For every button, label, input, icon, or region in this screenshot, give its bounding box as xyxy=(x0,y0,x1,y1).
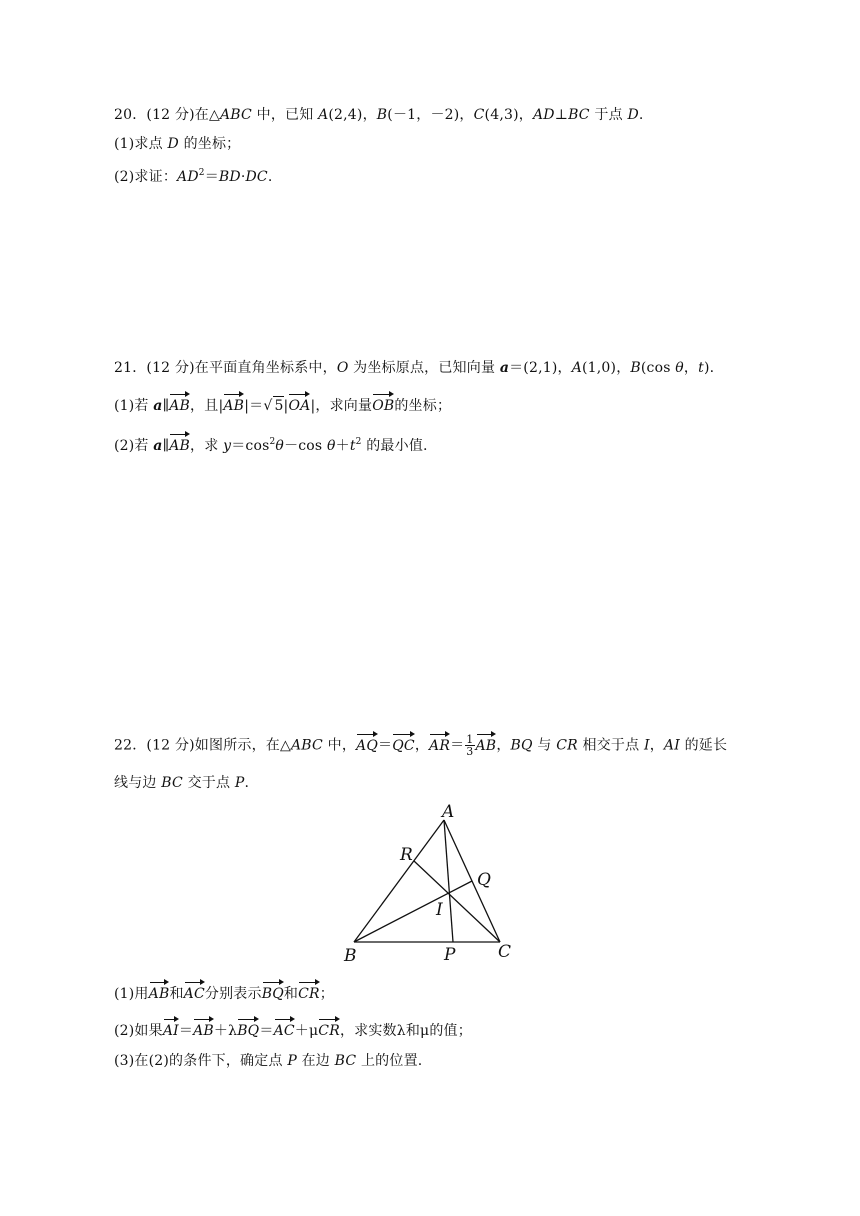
math-var: CR xyxy=(556,737,578,754)
q22-p2-text: ，求实数λ和μ的值； xyxy=(339,1023,472,1039)
q20-p2-text: (2)求证： xyxy=(114,169,178,185)
vector-AI: AI xyxy=(162,1023,179,1039)
q21-p1-text: | xyxy=(283,398,289,414)
label-C: C xyxy=(498,942,512,962)
vector-AB: AB xyxy=(169,398,191,414)
q22-p2-text: ＋μ xyxy=(294,1023,319,1039)
q20-text: (2,4)， xyxy=(328,107,377,123)
q22-intro-continued xyxy=(114,774,249,792)
q20-p2-text: · xyxy=(240,169,246,185)
q20-p1-text: (1)求点 xyxy=(114,136,168,152)
vector-OB: OB xyxy=(372,398,395,414)
superscript: 2 xyxy=(198,168,205,178)
math-var: D xyxy=(627,107,639,123)
math-var: B xyxy=(630,360,641,376)
q22-text: ＝ xyxy=(378,737,393,754)
label-R: R xyxy=(400,845,413,865)
vector-AB: AB xyxy=(193,1023,214,1039)
math-var: AD xyxy=(532,107,555,123)
label-A: A xyxy=(442,802,455,822)
q20-part1 xyxy=(114,135,240,153)
q22-p2-text: ＋λ xyxy=(213,1023,238,1039)
q22-part3 xyxy=(114,1052,422,1070)
vector-a: a xyxy=(153,438,163,454)
sqrt-symbol: √ xyxy=(263,398,273,414)
q22-text: 的延长 xyxy=(679,737,728,754)
q22-p2-text: ＝ xyxy=(178,1023,194,1039)
q21-p2-text: (2)若 xyxy=(114,438,154,454)
label-Q: Q xyxy=(477,870,491,890)
superscript: 2 xyxy=(355,437,362,447)
math-var: BC xyxy=(334,1053,357,1069)
vector-OA: OA xyxy=(288,398,311,414)
q20-p2-text: . xyxy=(267,169,273,185)
q22-p1-text: ； xyxy=(319,986,334,1002)
vector-CR: CR xyxy=(298,986,320,1002)
vector-AB: AB xyxy=(169,438,191,454)
math-var: P xyxy=(234,775,245,791)
q20-p2-text: ＝ xyxy=(204,169,219,185)
vector-AB: AB xyxy=(475,737,497,754)
q22-text: ， xyxy=(649,737,664,754)
math-var: B xyxy=(376,107,388,123)
q21-p1-text: 的坐标； xyxy=(394,398,452,414)
triangle-figure xyxy=(340,800,530,970)
vector-AB: AB xyxy=(223,398,245,414)
superscript: 2 xyxy=(269,437,276,447)
vector-a: a xyxy=(153,398,163,414)
q22-text: 线与边 xyxy=(114,775,162,791)
q22-text: 与 xyxy=(532,737,557,754)
math-var: θ xyxy=(326,438,336,454)
parallel-symbol: ∥ xyxy=(162,398,170,414)
vector-AR: AR xyxy=(429,737,451,754)
q22-p2-text: (2)如果 xyxy=(114,1023,163,1039)
q21-text: 为坐标原点，已知向量 xyxy=(348,360,500,376)
q22-part2 xyxy=(114,1022,472,1040)
math-var: I xyxy=(643,737,650,754)
q21-p2-text: ＝cos xyxy=(231,438,270,454)
q22-text: ， xyxy=(496,737,511,754)
q21-p2-text: ＋ xyxy=(335,438,350,454)
q21-text: (1,0)， xyxy=(582,360,631,376)
q21-text: ， xyxy=(683,360,699,376)
math-var: t xyxy=(349,438,356,454)
q21-p1-text: |＝ xyxy=(244,398,264,414)
math-var: ABC xyxy=(290,737,323,754)
vector-CR: CR xyxy=(318,1023,340,1039)
math-var: DC xyxy=(245,169,268,185)
q21-p1-text: |，求向量 xyxy=(310,398,373,414)
vector-AQ: AQ xyxy=(356,737,379,754)
q22-text: 22．(12 分)如图所示，在△ xyxy=(114,737,291,754)
q21-part1 xyxy=(114,396,451,415)
q22-part1 xyxy=(114,985,334,1003)
q22-p2-text: ＝ xyxy=(259,1023,274,1039)
math-var: AD xyxy=(177,169,199,185)
q22-p3-text: 在边 xyxy=(296,1053,335,1069)
math-var: y xyxy=(223,438,232,454)
q20-text: (4,3)， xyxy=(484,107,533,123)
vector-a: a xyxy=(499,360,510,376)
vector-BQ: BQ xyxy=(237,1023,260,1039)
math-var: BC xyxy=(568,107,590,123)
math-var: A xyxy=(318,107,329,123)
q20-intro xyxy=(114,106,644,124)
vector-QC: QC xyxy=(392,737,415,754)
perp-symbol: ⊥ xyxy=(554,107,569,123)
vector-AC: AC xyxy=(273,1023,295,1039)
math-var: A xyxy=(571,360,582,376)
q22-intro xyxy=(114,734,727,757)
label-I: I xyxy=(436,900,443,920)
q21-text: ＝(2,1)， xyxy=(509,360,572,376)
label-P: P xyxy=(444,945,456,965)
math-var: θ xyxy=(675,360,684,376)
q21-text: 21．(12 分)在平面直角坐标系中， xyxy=(114,360,337,376)
q21-p2-text: ，求 xyxy=(190,438,224,454)
fraction-denominator: 3 xyxy=(466,745,474,758)
q22-p1-text: 和 xyxy=(283,986,299,1002)
q20-part2 xyxy=(114,164,273,186)
q21-p2-text: －cos xyxy=(284,438,327,454)
q20-text: 中，已知 xyxy=(251,107,319,123)
q22-text: 中， xyxy=(322,737,357,754)
q21-intro xyxy=(114,359,714,377)
q22-text: ＝ xyxy=(450,737,465,754)
math-var: t xyxy=(698,360,704,376)
q22-p1-text: (1)用 xyxy=(114,986,149,1002)
q21-part2 xyxy=(114,433,428,455)
q21-p1-text: ，且| xyxy=(190,398,224,414)
q21-text: (cos xyxy=(640,360,676,376)
q21-p2-text: 的最小值. xyxy=(361,438,428,454)
math-var: BD xyxy=(218,169,241,185)
q20-text: . xyxy=(638,107,644,123)
q22-text: 交于点 xyxy=(182,775,235,791)
q22-text: 相交于点 xyxy=(577,737,644,754)
label-B: B xyxy=(344,946,357,966)
fraction-one-third xyxy=(465,734,474,757)
math-var: P xyxy=(287,1053,297,1069)
q22-p1-text: 分别表示 xyxy=(204,986,262,1002)
q20-text: (－1，－2)， xyxy=(387,107,474,123)
q22-p3-text: (3)在(2)的条件下，确定点 xyxy=(114,1053,288,1069)
vector-AB: AB xyxy=(148,986,170,1002)
sqrt-radicand: 5 xyxy=(274,398,284,414)
math-var: BC xyxy=(161,775,183,791)
vector-BQ: BQ xyxy=(261,986,284,1002)
math-var: O xyxy=(336,360,349,376)
q21-text: ). xyxy=(703,360,715,376)
math-var: BQ xyxy=(510,737,533,754)
q22-text: ， xyxy=(414,737,430,754)
math-var: ABC xyxy=(219,107,252,123)
segment-BQ xyxy=(354,881,472,942)
math-var: θ xyxy=(275,438,285,454)
q20-text: 于点 xyxy=(589,107,628,123)
segment-AP xyxy=(444,820,453,942)
vector-AC: AC xyxy=(183,986,205,1002)
math-var: D xyxy=(167,136,179,152)
q22-p3-text: 上的位置. xyxy=(356,1053,423,1069)
q22-text: . xyxy=(244,775,250,791)
q20-p1-text: 的坐标； xyxy=(178,136,241,152)
q22-p1-text: 和 xyxy=(169,986,184,1002)
math-var: AI xyxy=(663,737,680,754)
fraction-numerator: 1 xyxy=(466,733,474,746)
q21-p1-text: (1)若 xyxy=(114,398,154,414)
q20-text: 20．(12 分)在△ xyxy=(114,107,220,123)
edge-AB xyxy=(354,820,444,942)
math-var: C xyxy=(473,107,485,123)
parallel-symbol: ∥ xyxy=(162,438,170,454)
